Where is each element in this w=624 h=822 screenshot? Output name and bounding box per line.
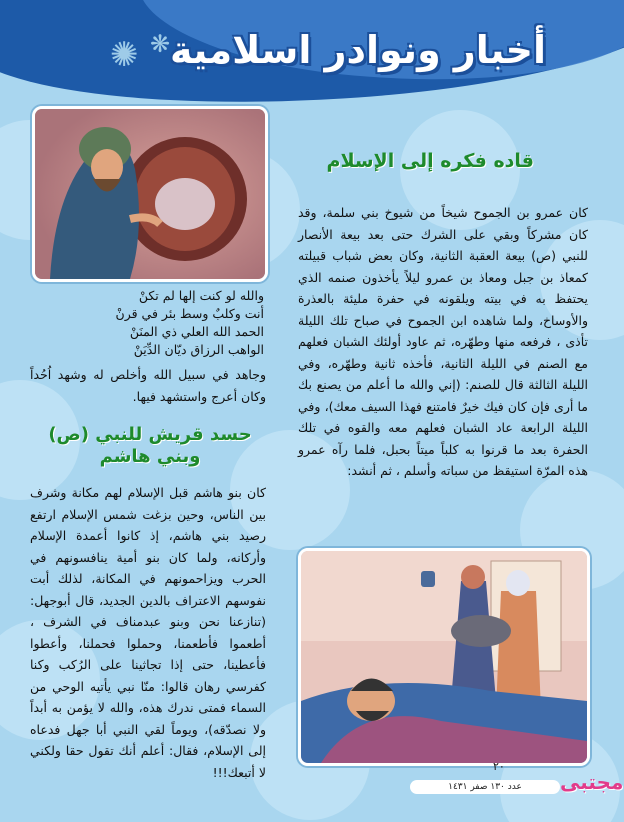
page-title: أخبار ونوادر اسلامية <box>170 28 546 72</box>
section2-heading-line: وبني هاشم <box>99 446 201 467</box>
swirl-ornament-icon: ❋ <box>150 30 171 58</box>
poem-line: والله لو كنت إلها لم تكنْ <box>138 288 264 303</box>
section2-heading <box>40 424 260 468</box>
section2-paragraph: كان بنو هاشم قبل الإسلام لهم مكانة وشرف بين الناس، وحين بزغت شمس الإسلام ارتفع رصيد بني هاشم، إذ كانوا أعمدة الإسلام وأركانه، ولما كان بنو أمية ينافسونهم في الحرب ويزاحمونهم في المكانة، لذلك أبت نفوسهم الاعتراف بالدين الجديد، قال أبوجهل: (تنازعنا نحن وبنو عبدمناف في الشرف ، أطعموا فأطعمنا، وحملوا فحملنا، وأعطوا فأعطينا، حتى إذا تجاثينا على الرُكب وكنا كفرسي رهان قالوا: منّا نبي يأتيه الوحي من السماء فمتى ندرك هذه، والله لا يؤمن به أبداً ولا نصدّقه)، ويوماً لقي النبي أبا جهل فدعاه إلى الإسلام، فقال: أعلم أنك تقول حقا ولكني لا أتبعك!!! <box>30 485 266 780</box>
magazine-logo: مجتبى <box>560 770 624 794</box>
poem-line: الحمد الله العلي ذي المنَنْ <box>129 324 264 339</box>
poem <box>34 287 264 359</box>
article-paragraph: كان عمرو بن الجموح شيخاً من شيوخ بني سلمة، وقد كان مشركاً وبقي على الشرك حتى بعد بيعة الأنصار للنبي (ص) بيعة العقبة الثانية، وكان بعض شباب قبيلته كمعاذ بن جبل ومعاذ بن عمرو ليلاً يأخذون صنمه الذي يحتفظ به في بيته ويلقونه في حفرة مليئة بالعذرة والأوساخ، ولما شاهده ابن الجموح في صباح تلك الليلة تأذى ، فرفعه منها وطهّره، ثم عاود أولئك الشبان فعلهم مع الصنم في الليلة الثانية، فأخذه ثانية وطهّره، وفي الليلة الثالثة قال للصنم: (إني والله ما أعلم من يصنع بك ما أرى فإن كان فيك خيرٌ فامتنع فهذا السيف معك)، وفي الليلة الرابعة عاد الشبان فعلهم معه والقوه في تلك الحفرة بعد ما قرنوا به كلباً ميتاً بحبل، فلما رآه عمرو هذه المرّة استيقظ من سباته وأسلم ، ثم أنشد: <box>298 205 588 478</box>
article-body <box>298 202 588 482</box>
poem-after-text: وجاهد في سبيل الله وأخلص له وشهد اُحُداً وكان أعرج واستشهد فيها. <box>30 367 266 404</box>
section2-body <box>30 482 266 783</box>
swirl-ornament-icon: ✺ <box>110 35 139 75</box>
poem-line: أنت وكلبٌ وسط بئر في قرنْ <box>115 306 264 321</box>
two-men-carrying-idol-and-sleeping-man-illustration <box>298 548 590 766</box>
section2-heading-line: حسد قريش للنبي (ص) <box>48 424 252 445</box>
bearded-man-pointing-at-pit-illustration <box>32 106 268 282</box>
issue-info: عدد ١٣٠ صفر ١٤٣١ <box>410 780 560 794</box>
poem-line: الواهب الرزاق ديّان الدِّيَنْ <box>133 342 264 357</box>
poem-afterword <box>30 364 266 407</box>
article-heading: قاده فكره إلى الإسلام <box>326 150 534 172</box>
page-number: ٢٠ <box>493 760 505 773</box>
